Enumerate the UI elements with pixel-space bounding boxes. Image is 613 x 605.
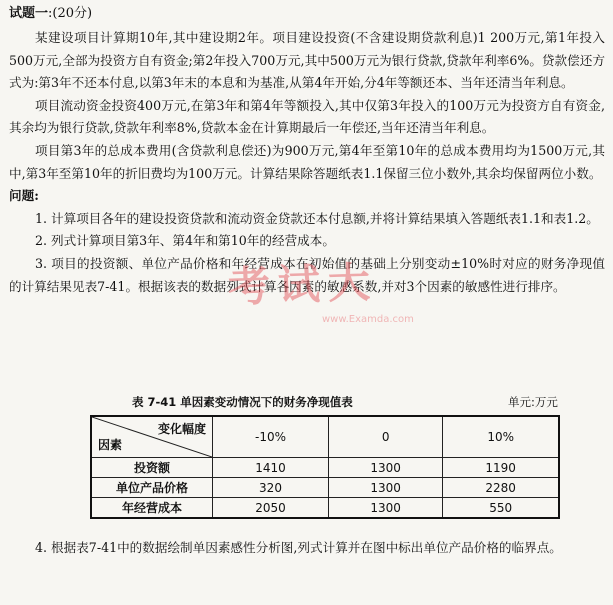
row-label: 年经营成本 — [91, 498, 213, 519]
questions-label: 问题: — [9, 188, 39, 204]
header-change-range: 变化幅度 — [157, 422, 206, 436]
paragraph-1: 某建设项目计算期10年,其中建设期2年。项目建设投资(不含建设期贷款利息)1 200万元,第1年投入500万元,全部为投资方自有资金;第2年投入700万元,其中500万元为银行贷款,贷款年利率6%。贷款偿还方式为:第3年不还本付息,以第3年末的本息和为基准,从第4年开始,分4年等额还本、当年还清当年利息。 — [9, 30, 605, 91]
title-label: 试题一 — [9, 6, 49, 21]
table-cell: 1300 — [329, 498, 443, 519]
table-title: 表 7-41 单因素变动情况下的财务净现值表 — [132, 395, 353, 409]
row-label: 投资额 — [91, 458, 213, 478]
table-cell: 2280 — [443, 478, 559, 498]
paragraph-3: 项目第3年的总成本费用(含贷款利息偿还)为900万元,第4年至第10年的总成本费用均为1500万元,其中,第3年至第10年的折旧费均为100万元。计算结果除答题纸表1.1保留三位小数外,其余均保留两位小数。 — [9, 142, 605, 181]
table-row — [91, 458, 559, 478]
column-header: 0 — [329, 416, 443, 458]
table-cell: 1190 — [443, 458, 559, 478]
header-factor: 因素 — [98, 438, 123, 452]
question-title — [9, 3, 92, 26]
table-cell: 550 — [443, 498, 559, 519]
question-1: 1. 计算项目各年的建设投资贷款和流动资金贷款还本付息额,并将计算结果填入答题纸表1.1和表1.2。 — [35, 210, 599, 226]
question-2: 2. 列式计算项目第3年、第4年和第10年的经营成本。 — [35, 233, 335, 249]
diagonal-header-cell — [91, 416, 213, 458]
scenario-text — [9, 27, 605, 312]
table-header-row — [91, 416, 559, 458]
question-3: 3. 项目的投资额、单位产品价格和年经营成本在初始值的基础上分别变动±10%时对应的财务净现值的计算结果见表7-41。根据该表的数据列式计算各因素的敏感系数,并对3个因素的敏感性进行排序。 — [9, 255, 605, 294]
paragraph-2: 项目流动资金投资400万元,在第3年和第4年等额投入,其中仅第3年投入的100万元为投资方自有资金,其余均为银行贷款,贷款年利率8%,贷款本金在计算期最后一年偿还,当年还清当年利息。 — [9, 97, 605, 136]
question-4-block — [9, 537, 605, 560]
column-header: 10% — [443, 416, 559, 458]
watermark-logo: 考试大 — [227, 257, 379, 312]
table-cell: 1410 — [213, 458, 329, 478]
question-4: 4. 根据表7-41中的数据绘制单因素感性分析图,列式计算并在图中标出单位产品价格的临界点。 — [35, 540, 562, 555]
table-row — [91, 498, 559, 519]
table-row — [91, 478, 559, 498]
table-caption — [132, 391, 572, 414]
table-cell: 2050 — [213, 498, 329, 519]
title-points: :(20分) — [48, 6, 93, 21]
table-cell: 1300 — [329, 478, 443, 498]
row-label: 单位产品价格 — [91, 478, 213, 498]
column-header: -10% — [213, 416, 329, 458]
npv-table — [90, 415, 560, 519]
table-unit: 单元:万元 — [508, 395, 558, 409]
table-cell: 320 — [213, 478, 329, 498]
watermark-url: www.Examda.com — [322, 314, 414, 325]
table-cell: 1300 — [329, 458, 443, 478]
